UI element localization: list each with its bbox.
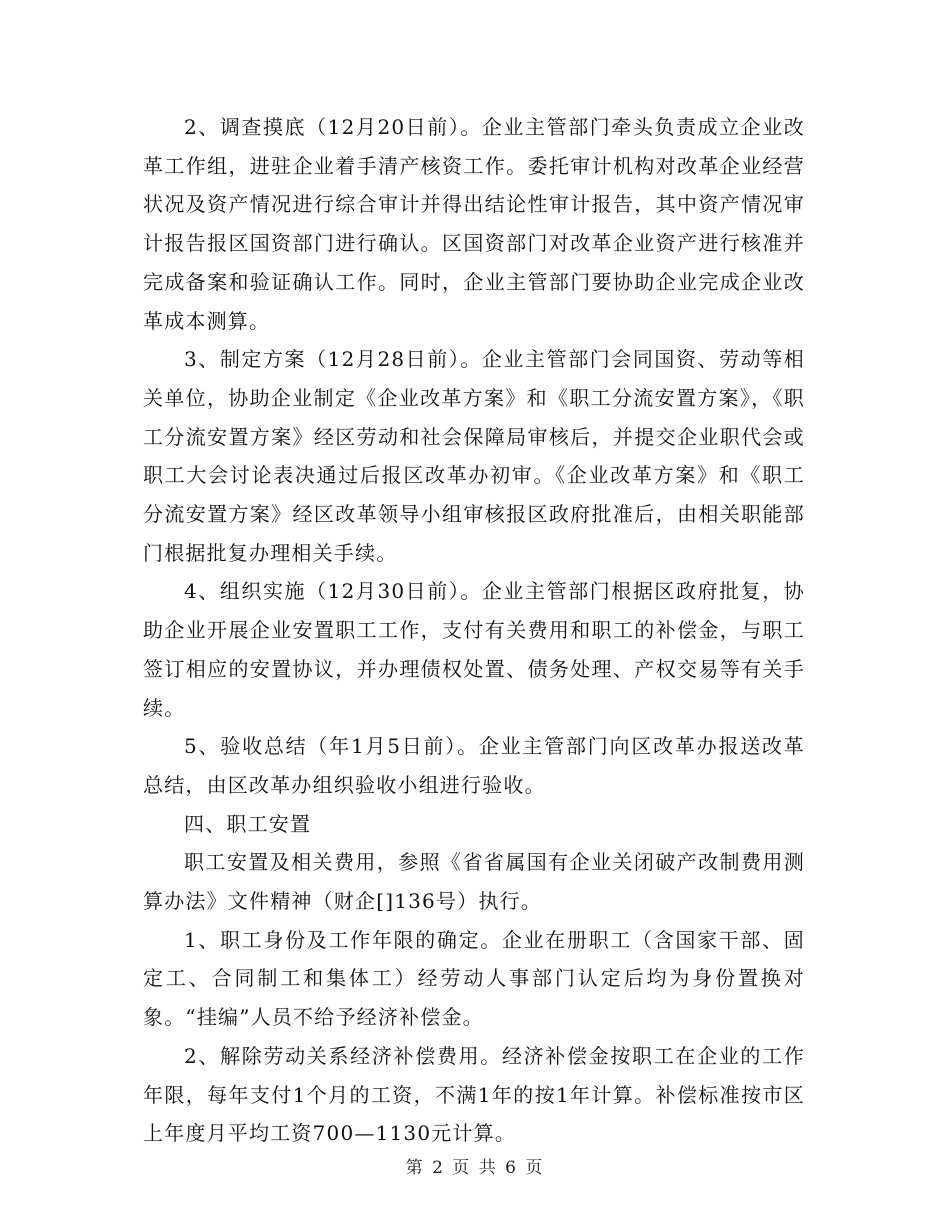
paragraph-placement-costs: 职工安置及相关费用，参照《省省属国有企业关闭破产改制费用测算办法》文件精神（财企[]136号）执行。 (143, 850, 805, 914)
paragraph-plan: 3、制定方案（12月28日前）。企业主管部门会同国资、劳动等相关单位，协助企业制定《企业改革方案》和《职工分流安置方案》，《职工分流安置方案》经区劳动和社会保障局审核后，并提交企业职代会或职工大会讨论表决通过后报区改革办初审。《企业改革方案》和《职工分流安置方案》经区改革领导小组审核报区政府批准后，由相关职能部门根据批复办理相关手续。 (143, 347, 805, 565)
paragraph-identity-years: 1、职工身份及工作年限的确定。企业在册职工（含国家干部、固定工、合同制工和集体工）经劳动人事部门认定后均为身份置换对象。“挂编”人员不给予经济补偿金。 (143, 927, 805, 1030)
paragraph-implement: 4、组织实施（12月30日前）。企业主管部门根据区政府批复，协助企业开展企业安置职工工作，支付有关费用和职工的补偿金，与职工签订相应的安置协议，并办理债权处置、债务处理、产权交易等有关手续。 (143, 579, 805, 720)
section-heading-staff-placement: 四、职工安置 (184, 811, 312, 836)
page-number-footer: 第 2 页 共 6 页 (405, 1158, 545, 1178)
paragraph-survey: 2、调查摸底（12月20日前）。企业主管部门牵头负责成立企业改革工作组，进驻企业着手清产核资工作。委托审计机构对改革企业经营状况及资产情况进行综合审计并得出结论性审计报告，其中资产情况审计报告报区国资部门进行确认。区国资部门对改革企业资产进行核准并完成备案和验证确认工作。同时，企业主管部门要协助企业完成企业改革成本测算。 (143, 115, 805, 333)
paragraph-acceptance: 5、验收总结（年1月5日前）。企业主管部门向区改革办报送改革总结，由区改革办组织验收小组进行验收。 (143, 734, 805, 797)
document-body (143, 108, 805, 1153)
paragraph-compensation: 2、解除劳动关系经济补偿费用。经济补偿金按职工在企业的工作年限，每年支付1个月的工资，不满1年的按1年计算。补偿标准按市区上年度月平均工资700—1130元计算。 (143, 1043, 805, 1146)
